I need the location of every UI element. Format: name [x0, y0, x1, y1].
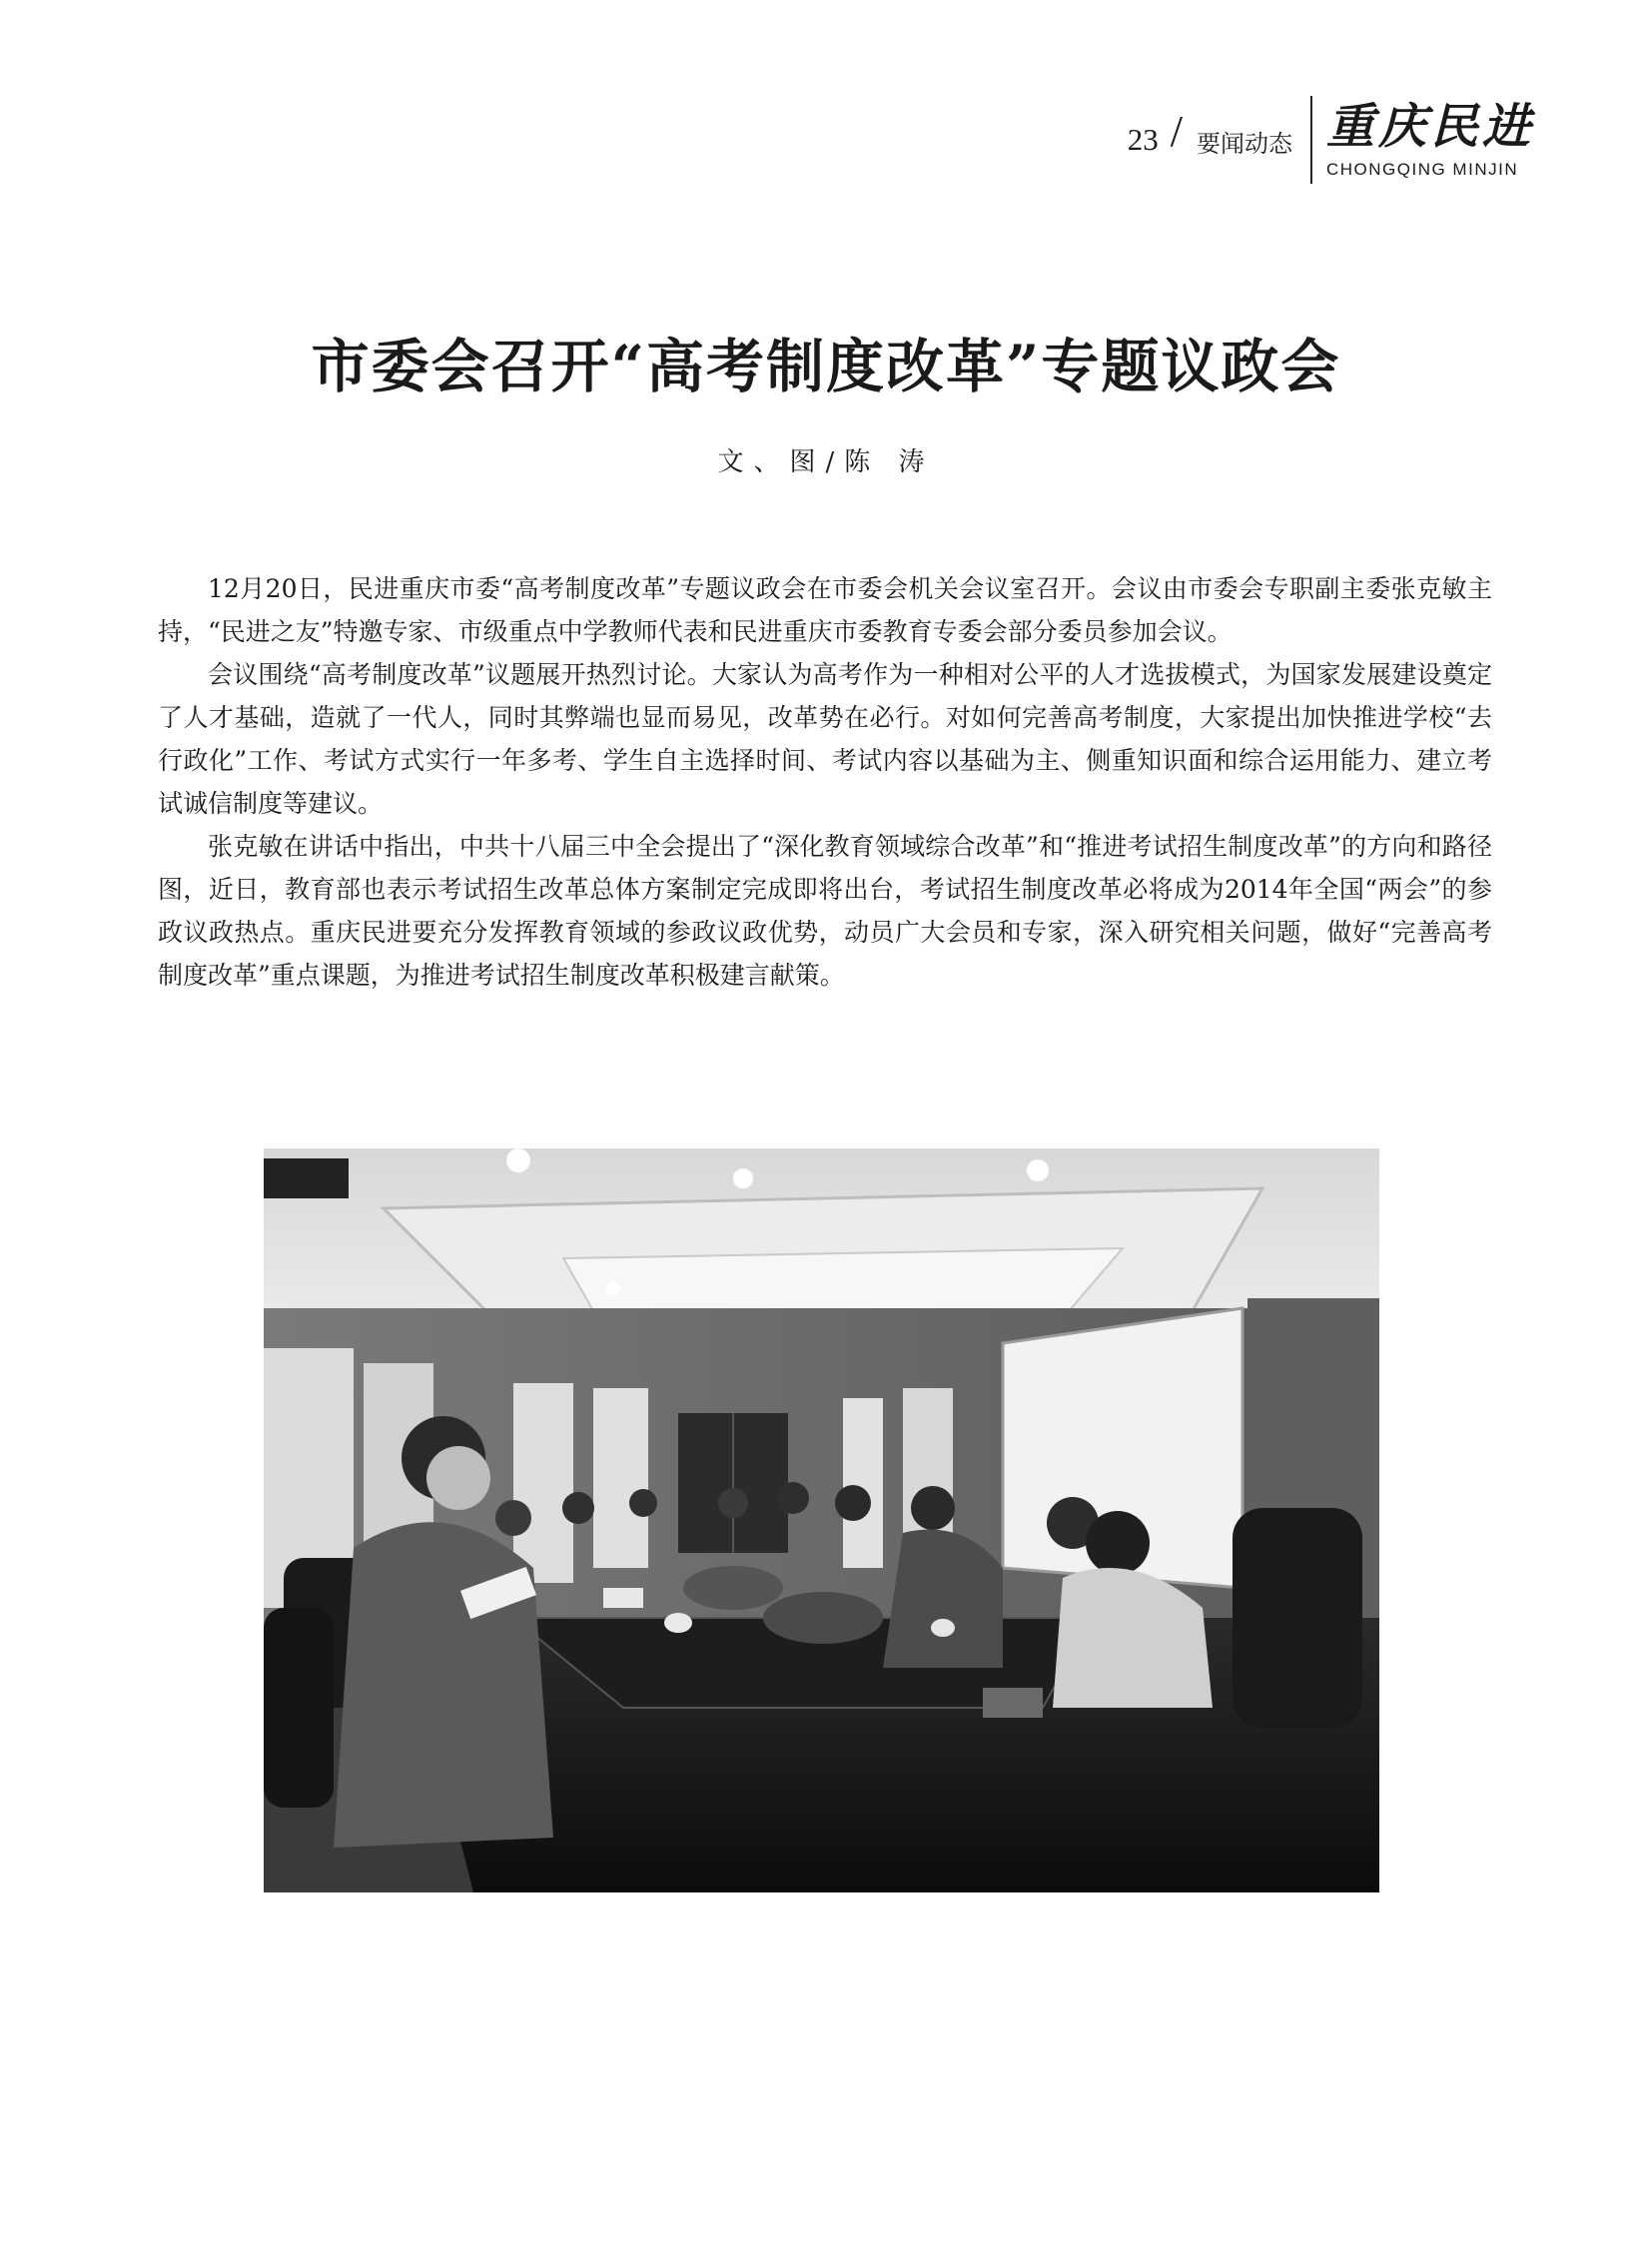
article-title: 市委会召开“高考制度改革”专题议政会: [311, 333, 1341, 400]
section-name: 要闻动态: [1196, 130, 1292, 158]
logo-english: CHONGQING MINJIN: [1325, 160, 1519, 179]
paragraph: 12月20日，民进重庆市委“高考制度改革”专题议政会在市委会机关会议室召开。会议由市委会专职副主委张克敏主持，“民进之友”特邀专家、市级重点中学教师代表和民进重庆市委教育专委会部分委员参加会议。: [158, 574, 1492, 646]
paragraph: 会议围绕“高考制度改革”议题展开热烈讨论。大家认为高考作为一种相对公平的人才选拔模式，为国家发展建设奠定了人才基础，造就了一代人，同时其弊端也显而易见，改革势在必行。对如何完善高考制度，大家提出加快推进学校“去行政化”工作、考试方式实行一年多考、学生自主选择时间、考试内容以基础为主、侧重知识面和综合运用能力、建立考试诚信制度等建议。: [158, 660, 1492, 818]
page-number: 23: [1127, 122, 1159, 157]
page-header: [1128, 96, 1534, 186]
header-slash: /: [1170, 107, 1183, 156]
paragraph: 张克敏在讲话中指出，中共十八届三中全会提出了“深化教育领域综合改革”和“推进考试招生制度改革”的方向和路径图，近日，教育部也表示考试招生改革总体方案制定完成即将出台，考试招生制度改革必将成为2014年全国“两会”的参政议政热点。重庆民进要充分发挥教育领域的参政议政优势，动员广大会员和专家，深入研究相关问题，做好“完善高考制度改革”重点课题，为推进考试招生制度改革积极建言献策。: [158, 832, 1492, 990]
magazine-logo: [1326, 96, 1534, 180]
article-body: [158, 567, 1492, 997]
header-divider: [1310, 96, 1312, 184]
logo-chinese: 重庆民进: [1325, 99, 1534, 155]
article-byline: 文、图/陈 涛: [717, 447, 935, 477]
meeting-photo: [264, 1148, 1379, 1892]
meeting-photo-drawing: [264, 1148, 1379, 1892]
